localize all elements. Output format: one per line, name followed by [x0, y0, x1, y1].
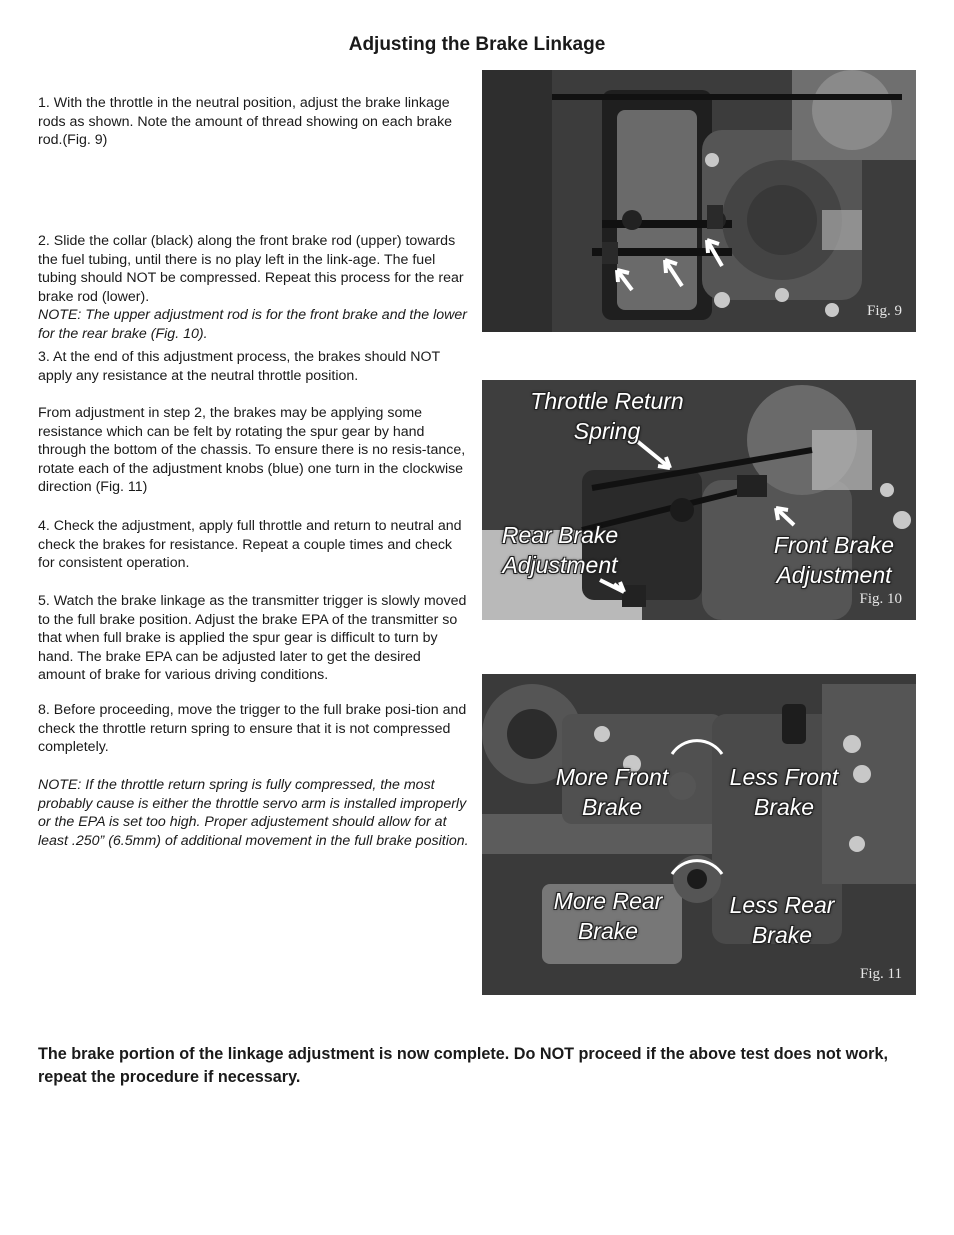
step-2-text: 2. Slide the collar (black) along the front brake rod (upper) towards the fuel tubing, until there is no play left in the link-age. The fuel tubing should NOT be compressed. Repeat this process for the rear brake rod (lower). — [38, 233, 464, 305]
step-3b — [38, 404, 472, 497]
step-4-text: 4. Check the adjustment, apply full throttle and return to neutral and check the brakes for resistance. Repeat a couple times and check for consistent operation. — [38, 518, 462, 572]
page-title: Adjusting the Brake Linkage — [348, 34, 606, 55]
fig10-label: Fig. 10 — [859, 591, 902, 607]
figure-9 — [482, 70, 916, 332]
step-8-text: 8. Before proceeding, move the trigger to the full brake posi-tion and check the throttle return spring to ensure that it is not compressed completely. — [38, 702, 467, 756]
callout-less-front-brake: Less Front Brake — [729, 764, 839, 820]
callout-front-brake-adjustment: Front Brake Adjustment — [773, 532, 895, 588]
step-2-note: NOTE: The upper adjustment rod is for the front brake and the lower for the rear brake (Fig. 10). — [38, 307, 467, 342]
figure-10 — [482, 380, 916, 620]
fig9-label: Fig. 9 — [866, 303, 902, 319]
callout-less-rear-brake: Less Rear Brake — [729, 892, 835, 948]
step-8-note — [38, 776, 472, 850]
step-1-text: 1. With the throttle in the neutral position, adjust the brake linkage rods as shown. Note the amount of thread showing on each brake rod.(Fig. 9) — [38, 95, 453, 149]
fig9-photo — [482, 70, 916, 332]
step-4 — [38, 517, 472, 573]
step-3-text: 3. At the end of this adjustment process, the brakes should NOT apply any resistance at the neutral throttle position. — [38, 349, 440, 384]
step-2 — [38, 232, 472, 344]
step-8-note-text: NOTE: If the throttle return spring is fully compressed, the most probably cause is either the throttle servo arm is installed improperly or the EPA is set too high. Proper adjustement should allow for at least .250” (6.5mm) of additional movement in the full brake position. — [38, 777, 469, 849]
fig11-photo — [482, 674, 916, 995]
callout-rear-brake-adjustment: Rear Brake Adjustment — [501, 522, 619, 578]
footer-warning: The brake portion of the linkage adjustment is now complete. Do NOT proceed if the above test does not work, repeat the procedure if necessary. — [38, 1045, 888, 1086]
step-1 — [38, 94, 472, 150]
callout-throttle-return-spring: Throttle Return Spring — [530, 388, 684, 444]
fig11-label: Fig. 11 — [860, 966, 902, 982]
step-3b-text: From adjustment in step 2, the brakes may be applying some resistance which can be felt by rotating the spur gear by hand through the bottom of the chassis. To ensure there is no resis-tance, rotate each of the adjustment knobs (blue) one turn in the clockwise direction (Fig. 11) — [38, 405, 466, 496]
callout-more-front-brake: More Front Brake — [555, 764, 669, 820]
callout-more-rear-brake: More Rear Brake — [553, 888, 663, 944]
step-5-text: 5. Watch the brake linkage as the transmitter trigger is slowly moved to the full brake position. Adjust the brake EPA of the transmitter so that when full brake is applied the spur gear is difficult to turn by hand. The brake EPA can be adjusted later to get the desired amount of brake for various driving conditions. — [38, 593, 467, 684]
step-8 — [38, 701, 472, 757]
step-5 — [38, 592, 472, 685]
figure-11 — [482, 674, 916, 995]
step-3 — [38, 348, 472, 385]
